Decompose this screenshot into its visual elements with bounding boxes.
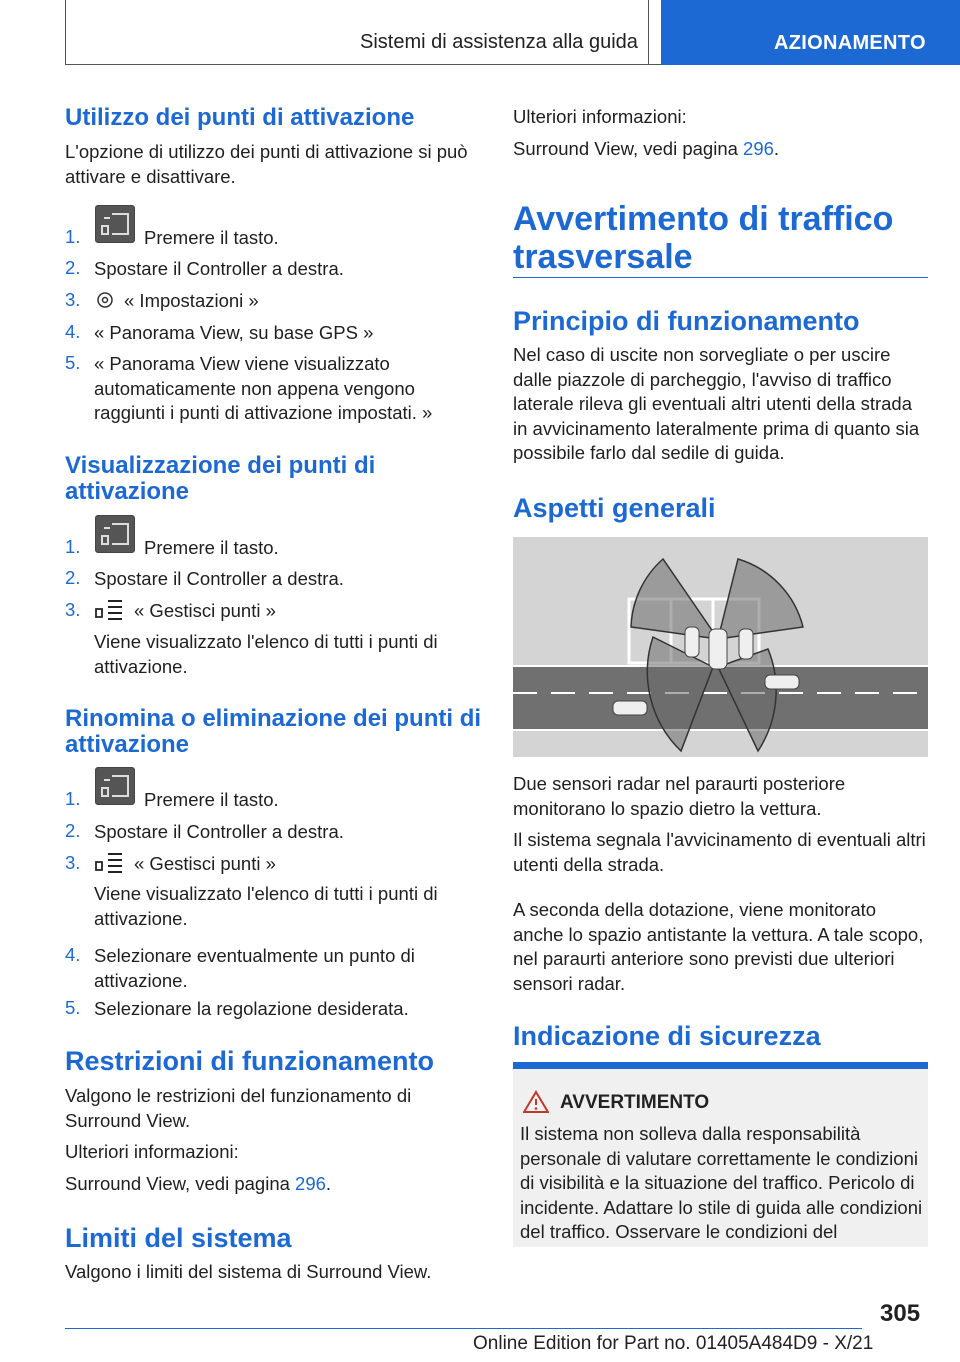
warning-icon xyxy=(523,1090,549,1119)
step-text: Premere il tasto. xyxy=(144,227,279,248)
page-number: 305 xyxy=(880,1300,921,1327)
step-text: Selezionare la regolazione desiderata. xyxy=(94,998,409,1019)
step-number: 2. xyxy=(65,820,81,841)
list-points-icon xyxy=(94,850,124,879)
step-number: 5. xyxy=(65,997,81,1018)
heading-rule xyxy=(513,277,928,278)
footer-edition: Online Edition for Part no. 01405A484D9 - X/21 xyxy=(473,1333,874,1354)
para-surround-ref-right: Surround View, vedi pagina 296. xyxy=(513,138,780,159)
heading-limiti: Limiti del sistema xyxy=(65,1223,292,1253)
step-text: Premere il tasto. xyxy=(144,537,279,558)
step-text: « Panorama View viene visualizzato automaticamente non appena vengono raggiunti i punti di attivazione impostati. » xyxy=(94,353,433,423)
ref-text: Surround View, vedi pagina xyxy=(513,138,738,159)
chapter-tab-label: AZIONAMENTO xyxy=(774,32,926,54)
step-text: « Impostazioni » xyxy=(124,290,259,311)
header-border-left xyxy=(65,0,66,65)
step-text: Premere il tasto. xyxy=(144,789,279,810)
step-text: Selezionare eventualmente un punto di attivazione. xyxy=(94,945,415,991)
footer-rule xyxy=(65,1328,862,1329)
para-ulteriori-right: Ulteriori informazioni: xyxy=(513,106,687,127)
radar-illustration xyxy=(513,537,928,757)
chapter-tab[interactable] xyxy=(661,0,960,65)
step-number: 2. xyxy=(65,257,81,278)
step-text: « Gestisci punti » xyxy=(134,600,276,621)
step-number: 5. xyxy=(65,352,81,373)
heading-principio: Principio di funzionamento xyxy=(513,306,860,336)
para-surround-ref: Surround View, vedi pagina 296. xyxy=(65,1173,332,1194)
menu-button-icon[interactable] xyxy=(95,515,135,553)
warning-bar xyxy=(513,1062,928,1069)
heading-sicurezza: Indicazione di sicurezza xyxy=(513,1021,821,1051)
step-text: Spostare il Controller a destra. xyxy=(94,568,344,589)
heading-aspetti: Aspetti generali xyxy=(513,493,716,523)
step-text: Spostare il Controller a destra. xyxy=(94,821,344,842)
para-limiti: Valgono i limiti del sistema di Surround View. xyxy=(65,1261,432,1282)
menu-button-icon[interactable] xyxy=(95,767,135,805)
para-segnala: Il sistema segnala l'avvicinamento di eventuali altri utenti della strada. xyxy=(513,829,926,875)
step-number: 2. xyxy=(65,567,81,588)
section-title: Sistemi di assistenza alla guida xyxy=(360,31,638,53)
menu-button-icon[interactable] xyxy=(95,205,135,243)
heading-restrizioni: Restrizioni di funzionamento xyxy=(65,1046,434,1076)
step-text: Spostare il Controller a destra. xyxy=(94,258,344,279)
para-principio: Nel caso di uscite non sorvegliate o per uscire dalle piazzole di parcheggio, l'avviso di traffico laterale rileva gli eventuali altri utenti della strada in avvicinamento lateralmente prima di quanto sia possibile farlo dal sedile di guida. xyxy=(513,344,920,463)
step-number: 4. xyxy=(65,321,81,342)
para-rinomina: Viene visualizzato l'elenco di tutti i punti di attivazione. xyxy=(94,883,438,929)
warning-title: AVVERTIMENTO xyxy=(560,1092,710,1113)
heading-utilizzo: Utilizzo dei punti di attivazione xyxy=(65,104,415,131)
page-link[interactable]: 296 xyxy=(743,138,774,159)
para-restrizioni: Valgono le restrizioni del funzionamento di Surround View. xyxy=(65,1085,412,1131)
list-points-icon xyxy=(94,597,124,626)
heading-avvertimento-traffico: Avvertimento di traffico trasversale xyxy=(513,200,894,276)
step-number: 1. xyxy=(65,226,81,247)
step-number: 1. xyxy=(65,536,81,557)
para-sensori: Due sensori radar nel paraurti posteriore monitorano lo spazio dietro la vettura. xyxy=(513,773,846,819)
para-seconda: A seconda della dotazione, viene monitorato anche lo spazio antistante la vettura. A tale scopo, nel paraurti anteriore sono previsti due ulteriori sensori radar. xyxy=(513,899,924,994)
para-visualizzazione: Viene visualizzato l'elenco di tutti i punti di attivazione. xyxy=(94,631,438,677)
para-utilizzo: L'opzione di utilizzo dei punti di attivazione si può attivare e disattivare. xyxy=(65,141,468,187)
step-number: 1. xyxy=(65,788,81,809)
step-number: 3. xyxy=(65,852,81,873)
gear-icon xyxy=(94,289,116,316)
heading-rinomina: Rinomina o eliminazione dei punti di attivazione xyxy=(65,705,482,758)
header-border-bottom xyxy=(65,64,661,65)
step-text: « Panorama View, su base GPS » xyxy=(94,322,374,343)
warning-text: Il sistema non solleva dalla responsabilità personale di valutare correttamente le condizioni di visibilità e la situazione del traffico. Pericolo di incidente. Adattare lo stile di guida alle condizioni del traffico. Osservare le condizioni del xyxy=(520,1123,923,1242)
para-ulteriori: Ulteriori informazioni: xyxy=(65,1141,239,1162)
heading-visualizzazione: Visualizzazione dei punti di attivazione xyxy=(65,452,376,505)
step-text: « Gestisci punti » xyxy=(134,853,276,874)
ref-text: Surround View, vedi pagina xyxy=(65,1173,290,1194)
step-number: 3. xyxy=(65,599,81,620)
page-link[interactable]: 296 xyxy=(295,1173,326,1194)
step-number: 3. xyxy=(65,289,81,310)
header-border-right xyxy=(648,0,649,65)
step-number: 4. xyxy=(65,944,81,965)
warning-box xyxy=(513,1062,928,1247)
